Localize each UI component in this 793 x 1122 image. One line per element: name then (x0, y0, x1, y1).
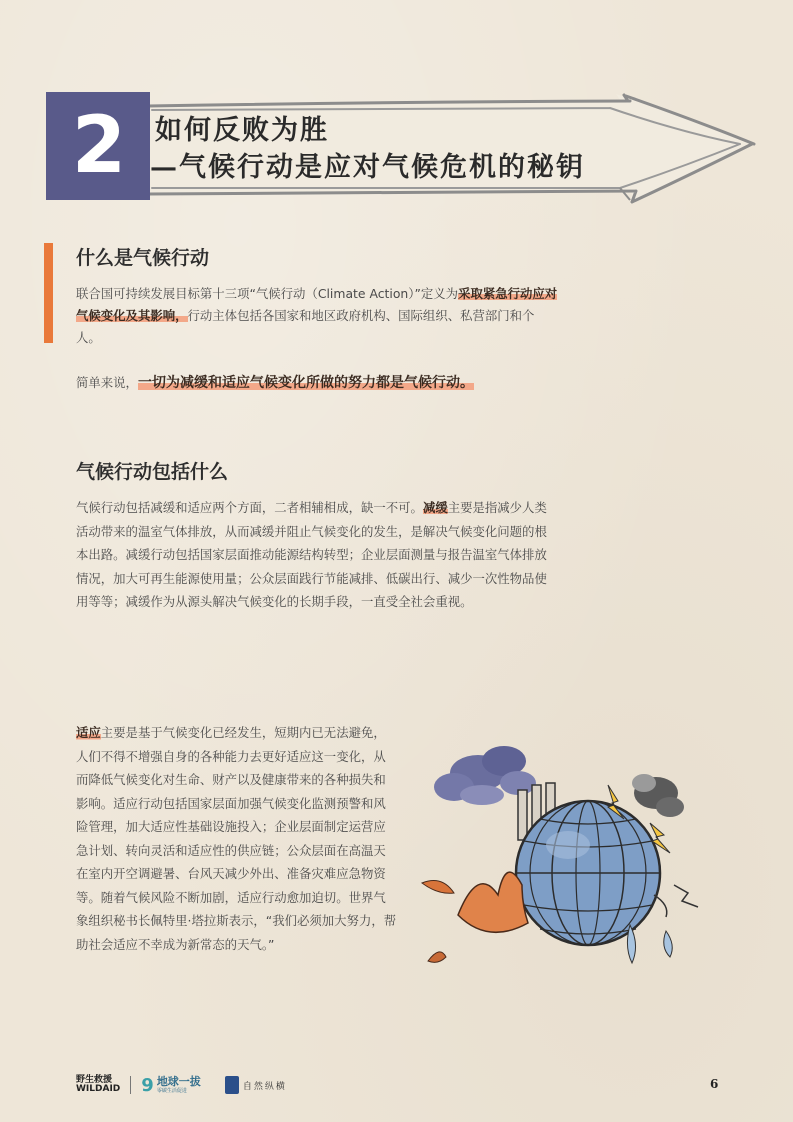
section2-p2-text: 主要是基于气候变化已经发生，短期内已无法避免，人们不得不增强自身的各种能力去更好适应这一变化，从而降低气候变化对生命、财产以及健康带来的各种损失和影响。适应行动包括国家层面加强气候变化监测预警和风险管理，加大适应性基础设施投入；企业层面制定运营应急计划、转向灵活和适应性的供应链；公众层面在高温天在室内开空调避暑、台风天减少外出、准备灾难应急物资等。随着气候风险不断加剧，适应行动愈加迫切。世界气象组织秘书长佩特里·塔拉斯表示，“我们必须加大努力，帮助社会适应不幸成为新常态的天气。” (76, 725, 397, 952)
earth-logo-icon: 9 (141, 1074, 154, 1096)
section-accent-bar (44, 243, 53, 343)
section1-heading: 什么是气候行动 (76, 247, 210, 269)
section1-p2-highlight: 一切为减缓和适应气候变化所做的努力都是气候行动。 (137, 375, 474, 391)
section2-p1-text-b: 主要是指减少人类活动带来的温室气体排放，从而减缓并阻止气候变化的发生，是解决气候变化问题的根本出路。减缓行动包括国家层面推动能源结构转型；企业层面测量与报告温室气体排放情况，加大可再生能源使用量；公众层面践行节能减排、低碳出行、减少一次性物品使用等等；减缓作为从源头解决气候变化的长期手段，一直受全社会重视。 (76, 500, 547, 609)
third-partner-logo (225, 1076, 287, 1094)
smoke-cloud-right (632, 774, 684, 817)
wildaid-logo (76, 1076, 120, 1094)
section2-paragraph-mitigation (76, 496, 558, 614)
page-number: 6 (710, 1077, 719, 1091)
section2-heading: 气候行动包括什么 (76, 461, 229, 483)
chapter-title-line1: 如何反败为胜 (155, 115, 329, 146)
section1-p1-highlight: 采取紧急行动应对气候变化及其影响， (76, 286, 558, 323)
earth-logo-name: 地球一拔 (156, 1074, 201, 1088)
earth-logo (141, 1075, 201, 1096)
chapter-title-line2: —气候行动是应对气候危机的秘钥 (150, 152, 585, 183)
chapter-number: 2 (71, 101, 125, 191)
burning-globe-illustration (418, 735, 708, 975)
wildaid-logo-cn: 野生救援 (76, 1075, 113, 1085)
globe (516, 801, 660, 945)
section2-paragraph-adaptation (76, 721, 398, 956)
chapter-number-box (46, 92, 150, 200)
earth-logo-subtitle: 零碳生活促进 (156, 1087, 187, 1094)
section1-p1-text-b: 行动主体包括各国家和地区政府机构、国际组织、私营部门和个人。 (76, 308, 535, 345)
section1-p2-text-a: 简单来说， (76, 375, 138, 390)
wildaid-logo-en: WILDAID (76, 1084, 121, 1094)
section1-paragraph1 (76, 283, 558, 349)
footer-logos (76, 1072, 287, 1098)
section2-p1-text-a: 气候行动包括减缓和适应两个方面，二者相辅相成，缺一不可。 (76, 500, 423, 515)
partner-emblem-icon (225, 1076, 239, 1094)
partner-logo-text: 自然纵横 (242, 1081, 287, 1092)
logo-divider (130, 1076, 131, 1094)
section1-p1-text-a: 联合国可持续发展目标第十三项“气候行动（Climate Action）”定义为 (76, 286, 459, 301)
section1-paragraph2 (76, 372, 558, 394)
adaptation-keyword: 适应 (76, 725, 101, 740)
mitigation-keyword: 减缓 (422, 500, 448, 515)
fire-flames (422, 872, 528, 962)
